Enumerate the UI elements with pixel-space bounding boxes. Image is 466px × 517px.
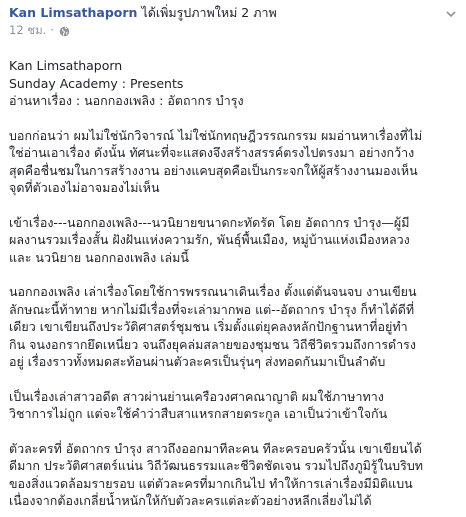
paragraph-line: เดียว เขาเขียนถึงประวัติศาสตร์ชุมชน เริ่มตั้งแต่ยุคลงหลักปักฐานหาที่อยู่ทำ (9, 319, 408, 334)
paragraph-line: เนื่องจากต้องเกลี่ยน้ำหนักให้กับตัวละครแต่ละตัวอย่างหลีกเลี่ยงไม่ได้ (9, 493, 372, 508)
paragraph-line: ตัวละครที่ อัตถากร บำรุง สาวถึงออกมาทีละคน ทีละครอบครัวนั้น เขาเขียนได้ (9, 440, 422, 456)
paragraph-line: นอกกองเพลิง เล่าเรื่องโดยใช้การพรรณนาเดินเรื่อง ตั้งแต่ต้นจนจบ งานเขียน (9, 284, 417, 299)
globe-icon[interactable] (59, 25, 70, 36)
paragraph-line: Sunday Academy : Presents (9, 75, 184, 91)
post-action-text: ได้เพิ่มรูปภาพใหม่ 2 ภาพ (141, 5, 277, 20)
paragraph-line: เป็นเรื่องเล่าสาวอดีต สาวผ่านย่านเครือวงศาคณาญาติ ผมใช้ภาษาทาง (9, 388, 384, 404)
paragraph-line: อ่านหาเรื่อง : นอกกองเพลิง : อัตถากร บำรุง (9, 93, 244, 108)
paragraph-line: อยู่ เรื่องราวทั้งหมดสะท้อนผ่านตัวละครเป็นรุ่นๆ ส่งทอดกันมาเป็นลำดับ (9, 354, 386, 369)
paragraph-line: บอกก่อนว่า ผมไม่ใช่นักวิจารณ์ ไม่ใช่นักทฤษฎีวรรณกรรม ผมอ่านหาเรื่องที่ไม่ (9, 127, 423, 143)
paragraph-line: ลักษณะนี้ท้าทาย หากไม่มีเรื่องที่จะเล่ามากพอ แต่--อัตถากร บำรุง ก็ทำได้ดีที่ (9, 301, 415, 317)
author-name-link[interactable]: Kan Limsathaporn (9, 5, 138, 20)
post-paragraph (9, 214, 458, 267)
paragraph-line: ดีมาก ประวัติศาสตร์แน่น วิถีวัฒนธรรมและชีวิตชัดเจน รวมไปถึงภูมิรู้ในบริบท (9, 458, 423, 473)
post-paragraph (9, 283, 458, 371)
paragraph-line: วิชาการไม่ถูก แต่จะใช้คำว่าสืบสาแหรกสายตระกูล เอาเป็นว่าเข้าใจกัน (9, 406, 388, 421)
paragraph-line: กิน จนงอกรากยึดเหนี่ยว จนถึงยุคล่มสลายของชุมชน วิถีชีวิตรวมถึงการดำรง (9, 336, 417, 352)
paragraph-line: ผลงานรวมเรื่องสั้น ฝังฝันแห่งความรัก, พันธุ์พื้นเมือง, หมู่บ้านแห่งเมืองหลวง (9, 232, 410, 247)
paragraph-line: ใช่อ่านเอาเรื่อง ดังนั้น ทัศนะที่จะแสดงจึงสร้างสรรค์ตรงไปตรงมา อย่างกว้าง (9, 145, 415, 160)
paragraph-line: Kan Limsathaporn (9, 58, 123, 73)
post-paragraph (9, 440, 458, 510)
chevron-down-icon[interactable] (444, 6, 458, 20)
paragraph-line: สุดคือชื่นชมในการสร้างงาน อย่างแคบสุดคือเป็นกระจกให้ผู้สร้างงานมองเห็น (9, 162, 418, 178)
paragraph-line: ของสิ่งแวดล้อมรายรอบ แต่ตัวละครที่มากเกินไป ทำให้การเล่าเรื่องมีมิติแบน (9, 475, 413, 491)
paragraph-line: เข้าเรื่อง---นอกกองเพลิง---นวนิยายขนาดกะทัดรัด โดย อัตถากร บำรุง—ผู้มี (9, 214, 410, 230)
post-header (9, 4, 458, 44)
meta-separator: · (50, 23, 54, 37)
post-meta (9, 22, 458, 38)
author-line (9, 4, 458, 21)
paragraph-line: จุดที่ตัวเองไม่อาจมองไม่เห็น (9, 180, 160, 195)
post-timestamp[interactable]: 12 ชม. (9, 23, 47, 37)
post-paragraph (9, 388, 458, 423)
post-body (9, 57, 458, 510)
post-paragraph (9, 57, 458, 110)
post-paragraph (9, 127, 458, 197)
paragraph-line: และ นวนิยาย นอกกองเพลิง เล่มนี้ (9, 249, 189, 265)
